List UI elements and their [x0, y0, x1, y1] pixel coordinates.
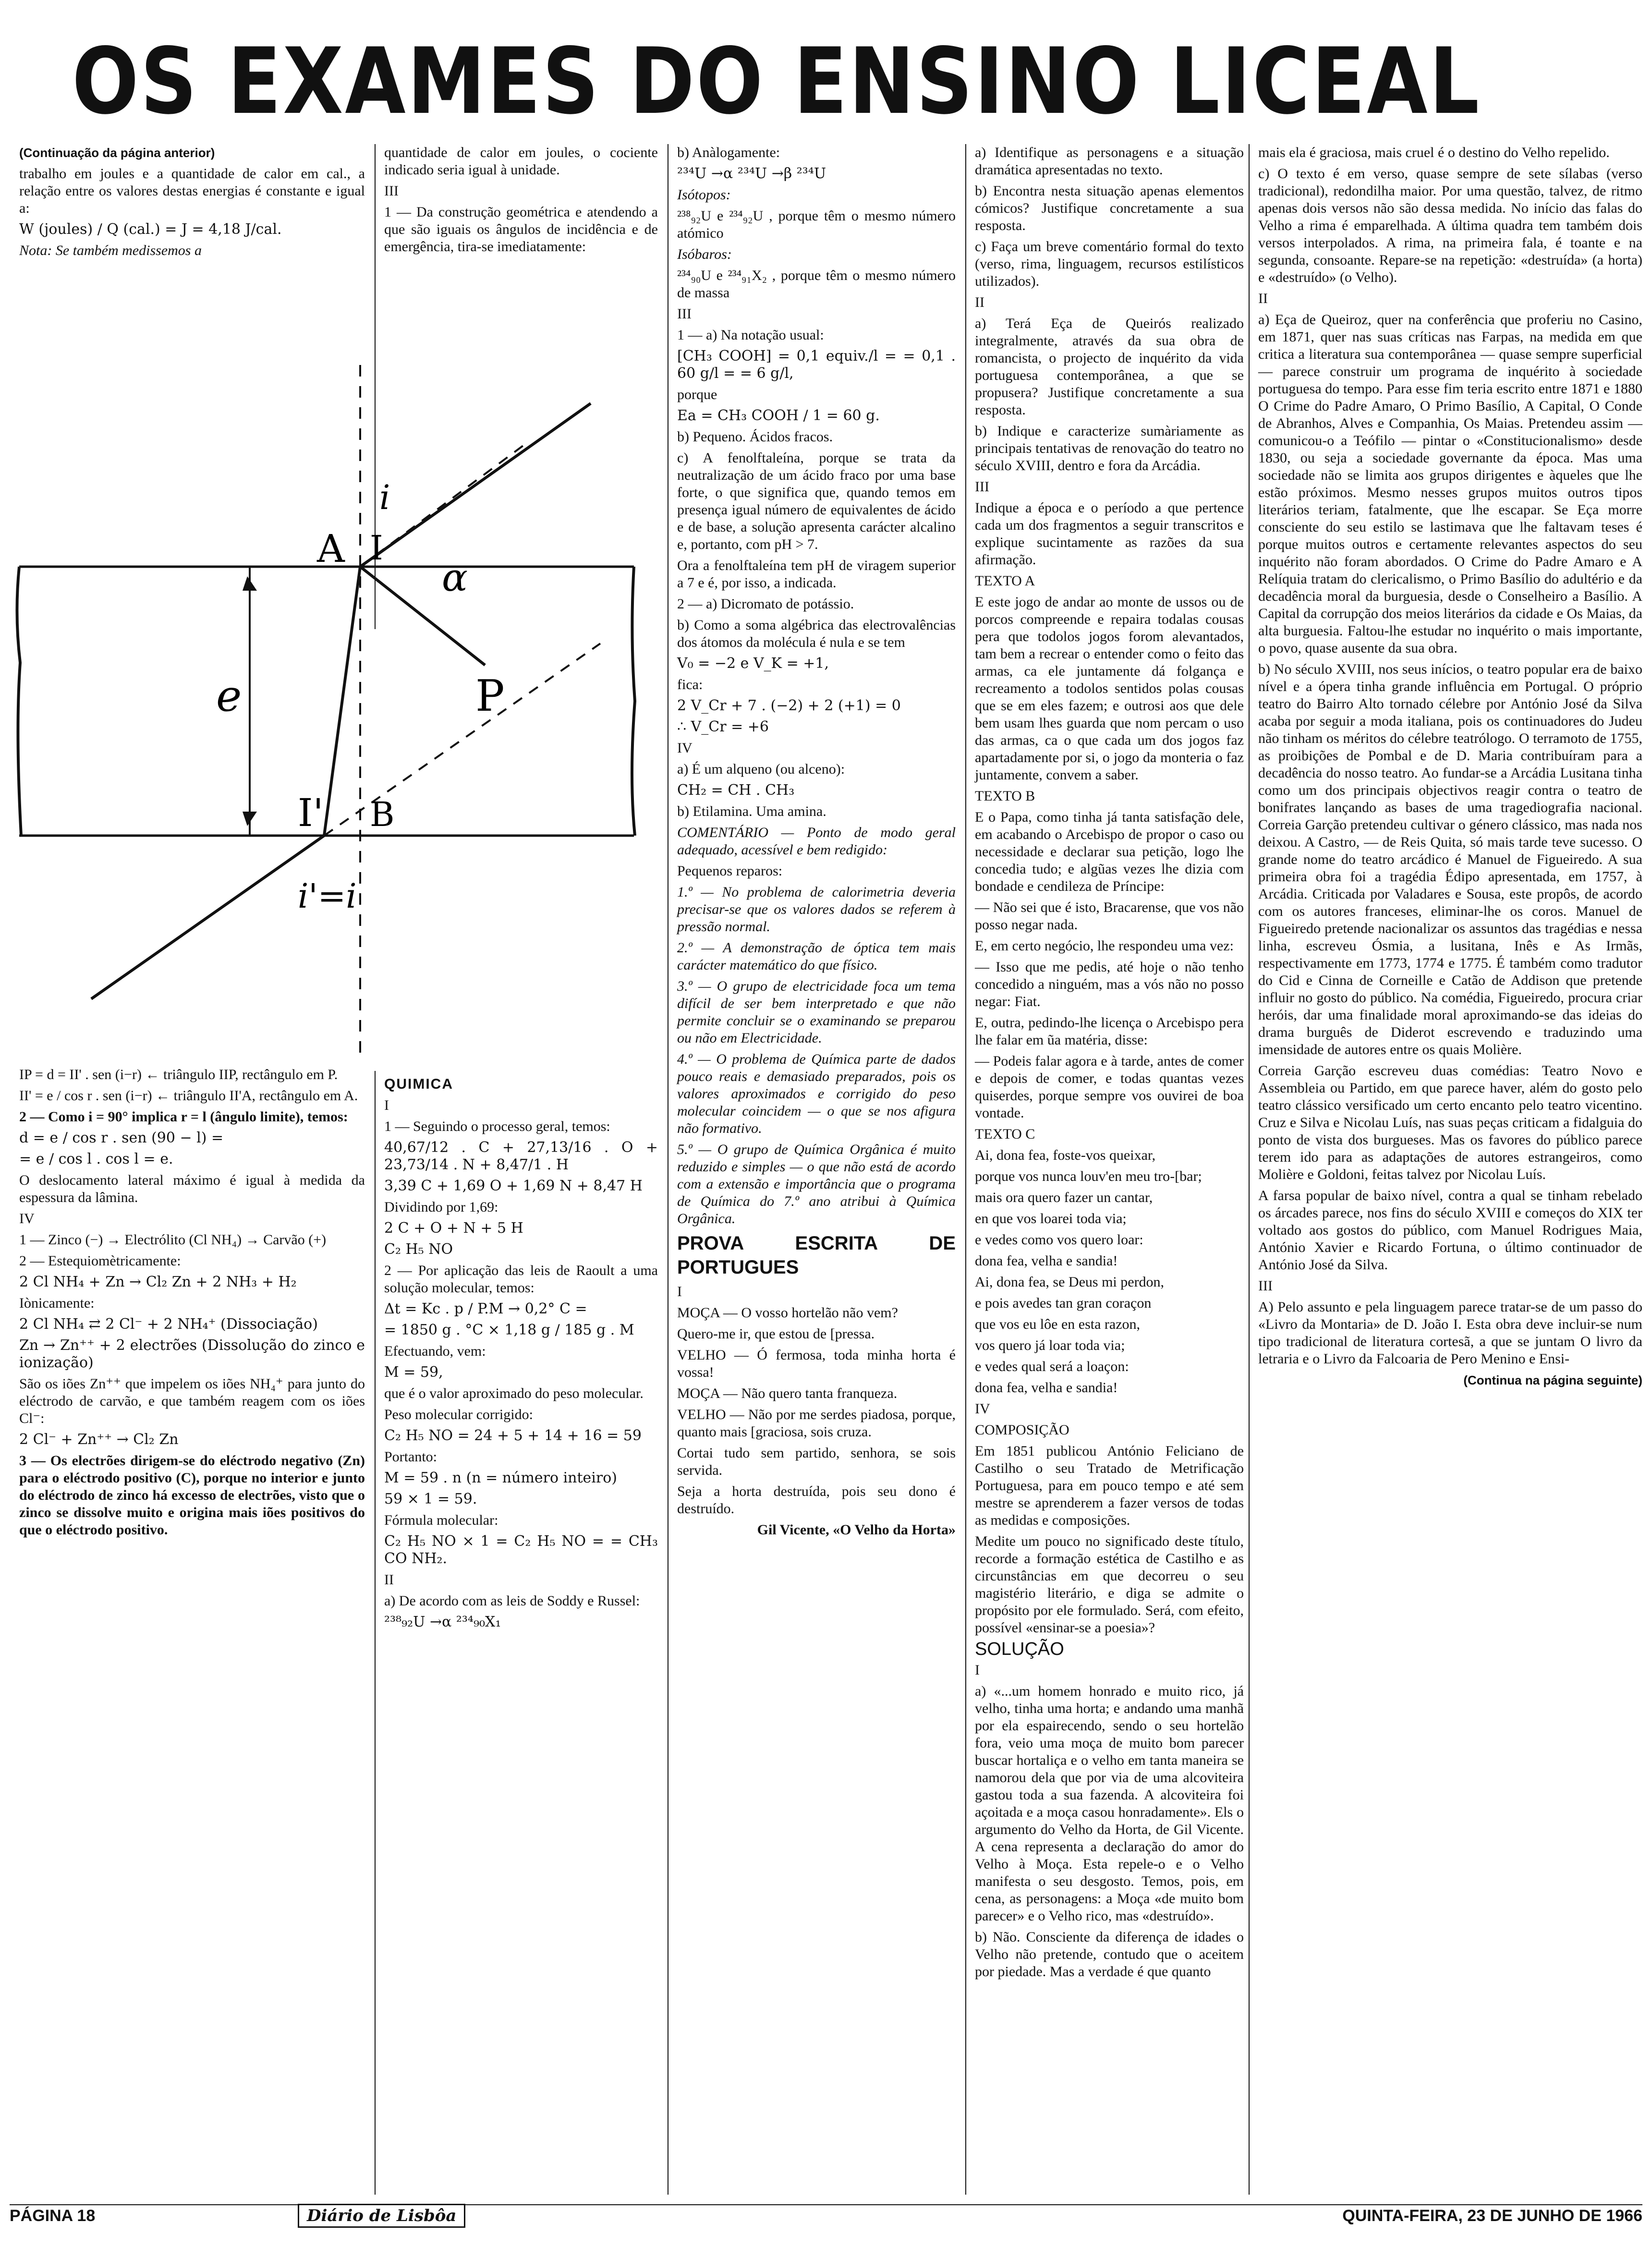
section-number: II: [975, 294, 984, 310]
section-heading: PROVA ESCRITA DE PORTUGUES: [677, 1233, 956, 1278]
formula: 2 Cl⁻ + Zn⁺⁺ → Cl₂ Zn: [19, 1431, 179, 1448]
diagram-label: A: [317, 526, 345, 571]
column-3: [677, 144, 956, 1542]
formula: 40,67/12 . C + 27,13/16 . O + 23,73/14 . N + 8,47/1 . H: [384, 1139, 658, 1173]
formula: [CH₃ COOH] = 0,1 equiv./l = = 0,1 . 60 g/l = = 6 g/l,: [677, 348, 956, 382]
column-5: [1258, 144, 1642, 1393]
formula: 2 Cl NH₄ ⇄ 2 Cl⁻ + 2 NH₄⁺ (Dissociação): [19, 1316, 318, 1333]
formula: C₂ H₅ NO × 1 = C₂ H₅ NO = = CH₃ CO NH₂.: [384, 1533, 658, 1567]
section-number: III: [975, 479, 989, 495]
paragraph: Efectuando, vem:: [384, 1343, 486, 1359]
section-number: IV: [19, 1211, 35, 1227]
paragraph: E o Papa, como tinha já tanta satisfação dele, em acabando o Arcebispo de propor o caso ou necessidade e declarar sua petição, logo lhe concedia tudo; e algũas vezes lhe dizia com bondade e cendileza de Príncipe:: [975, 809, 1244, 894]
diagram-label: i: [379, 478, 390, 517]
formula: C₂ H₅ NO = 24 + 5 + 14 + 16 = 59: [384, 1427, 642, 1444]
section-number: I: [975, 1662, 980, 1678]
section-number: I: [384, 1097, 389, 1113]
section-heading: TEXTO B: [975, 788, 1035, 804]
paragraph: 2 — Como i = 90° implica r = l (ângulo limite), temos:: [19, 1109, 348, 1125]
formula: = 1850 g . °C × 1,18 g / 185 g . M: [384, 1322, 634, 1338]
paragraph: 4.º — O problema de Química parte de dados pouco reais e demasiado preparados, pois os valores aproximados e corrigido do peso molecular coincidem — o que se nos afigura não formativo.: [677, 1051, 956, 1136]
formula: d = e / cos r . sen (90 − l) =: [19, 1130, 224, 1146]
paragraph: quantidade de calor em joules, o cociente indicado seria igual à unidade.: [384, 145, 658, 178]
poem-line: MOÇA — O vosso hortelão não vem?: [677, 1305, 898, 1321]
diagram-label: I': [298, 790, 324, 835]
paragraph: Portanto:: [384, 1449, 437, 1465]
poem-line: e vedes como vos quero loar:: [975, 1232, 1143, 1248]
column-2-lower: [384, 1076, 658, 1635]
poem-line: porque vos nunca louv'en meu tro-[bar;: [975, 1168, 1202, 1184]
headline: OS EXAMES DO ENSINO LICEAL: [72, 28, 1481, 134]
diagram-label: α: [442, 555, 468, 600]
paragraph: b) Indique e caracterize sumàriamente as principais tentativas de renovação do teatro no século XVIII, dentro e fora da Arcádia.: [975, 423, 1244, 474]
diagram-label: i'=i: [298, 876, 357, 916]
date: QUINTA-FEIRA, 23 DE JUNHO DE 1966: [1342, 2207, 1642, 2225]
formula: 3,39 C + 1,69 O + 1,69 N + 8,47 H: [384, 1178, 643, 1194]
formula: W (joules) / Q (cal.) = J = 4,18 J/cal.: [19, 221, 282, 238]
paragraph: 2 — Estequiomètricamente:: [19, 1253, 181, 1269]
paragraph: b) Pequeno. Ácidos fracos.: [677, 429, 833, 445]
paragraph: c) Faça um breve comentário formal do texto (verso, rima, linguagem, recursos estilísticos utilizados).: [975, 239, 1244, 289]
paragraph: c) O texto é em verso, quase sempre de sete sílabas (verso tradicional), redondilha maior. Por uma questão, talvez, de ritmo apenas dois versos não são dessa medida. No início das falas do Velho a rima é emparelhada. A última quadra tem também dois versos interpolados. A rima, na primeira fala, é toante e na segunda, consoante. Repare-se na repetição: «destruída» (a horta) e «destruído» (o Velho).: [1258, 166, 1642, 285]
paragraph: ²³⁸₉₂U e ²³⁴₉₂U , porque têm o mesmo número atómico: [677, 208, 956, 241]
formula: M = 59 . n (n = número inteiro): [384, 1470, 618, 1486]
section-heading: TEXTO C: [975, 1126, 1035, 1142]
poem-line: mais ora quero fazer un cantar,: [975, 1190, 1153, 1205]
column-1-lower: [19, 1066, 365, 1542]
paragraph: a) É um alqueno (ou alceno):: [677, 761, 845, 777]
paragraph: Fórmula molecular:: [384, 1512, 498, 1528]
paragraph: Em 1851 publicou António Feliciano de Castilho o seu Tratado de Metrificação Portuguesa, para em pouco tempo e até sem mestre se aprenderem a fazer versos de todas as medidas e composições.: [975, 1443, 1244, 1528]
paragraph: trabalho em joules e a quantidade de calor em cal., a relação entre os valores destas energias é constante e igual a:: [19, 166, 365, 216]
paragraph: Isóbaros:: [677, 246, 732, 262]
paragraph: A farsa popular de baixo nível, contra a qual se tinham rebelado os árcades parece, nos fins do século XVIII e começos do XIX ter voltado aos gostos do público, com Manuel Rodrigues Maia, António Xavier e Ricardo Fortuna, o último continuador de António José da Silva.: [1258, 1188, 1642, 1273]
paragraph: — Isso que me pedis, até hoje o não tenho concedido a ninguém, mas a vós não no posso negar: Fiat.: [975, 959, 1244, 1009]
column-2: [384, 144, 658, 259]
formula: C₂ H₅ NO: [384, 1241, 453, 1258]
paragraph: Indique a época e o período a que pertence cada um dos fragmentos a seguir transcritos e explique sucintamente as razões da sua afirmação.: [975, 500, 1244, 568]
paragraph: Iònicamente:: [19, 1295, 95, 1311]
paragraph: Correia Garção escreveu duas comédias: Teatro Novo e Assembleia ou Partido, em que parece haver, além do gosto pelo teatro clássico versificado um certo encanto pelo teatro vicentino. Cruz e Silva e Nicolau Luís, nas suas peças criticam a fidalguia do ponto de vista dos burgueses. Mas os favores do público parece terem ido para as adaptações de autores estrangeiros, como Molière e Goldoni, feitas talvez por Nicolau Luís.: [1258, 1063, 1642, 1182]
formula: Zn → Zn⁺⁺ + 2 electrões (Dissolução do zinco e ionização): [19, 1337, 365, 1371]
paragraph: b) Anàlogamente:: [677, 145, 780, 160]
formula: Δt = Kc . p / P.M → 0,2° C =: [384, 1300, 587, 1317]
footer-rule: [10, 2204, 1642, 2205]
diagram-label: I: [370, 528, 383, 568]
paragraph: 1.º — No problema de calorimetria deveria precisar-se que os valores dados se referem à pressão normal.: [677, 884, 956, 935]
column-rule: [1249, 144, 1250, 2195]
paragraph: a) «...um homem honrado e muito rico, já velho, tinha uma horta; e andando uma manhã por ela espairecendo, sendo o seu hortelão fora, veio uma moça de muito bom parecer buscar hortaliça e o velho em tanta maneira se namorou dela que por via de uma alcoviteira gastou toda a sua fazenda. A alcoviteira foi açoitada e a moça casou honradamente». Els o argumento do Velho da Horta, de Gil Vicente. A cena representa a declaração do amor do Velho à Moça. Esta repele-o e o Velho manifesta o seu desgosto. Temos, pois, em cena, as personagens: a Moça «de muito bom parecer» e o Velho rico, mas «destruído».: [975, 1683, 1244, 1924]
paragraph: que é o valor aproximado do peso molecular.: [384, 1385, 644, 1401]
paragraph: mais ela é graciosa, mais cruel é o destino do Velho repelido.: [1258, 145, 1610, 160]
paragraph: b) No século XVIII, nos seus inícios, o teatro popular era de baixo nível e a ópera tinha grande influência em Portugal. O próprio teatro do Bairro Alto tornado célebre por António José da Silva acaba por seguir a moda italiana, pois os continuadores do Judeu não tinham os méritos do célebre teatrólogo. O terramoto de 1755, as proibições de Pombal e de D. Maria contribuíram para a decadência do nosso teatro. Ao fundar-se a Arcádia Lusitana tinha como um dos principais objectivos reagir contra o teatro de bonifrates lançando as bases de uma tragediografia nacional. Correia Garção pretendeu cultivar o género clássico, mas nada nos deixou. A Castro, — de Reis Quita, só mais tarde teve sucesso. O grande nome do teatro arcádico é Manuel de Figueiredo. A sua primeira obra foi a tragédia Édipo apresentada, em 1757, à Arcádia. Criticada por Valadares e Sousa, este propôs, de acordo com os autores franceses, eliminar-lhe os coros. Manuel de Figueiredo pretende nacionalizar os assuntos das tragédias e nessa linha, escreveu Ósmia, a lusitana, Inês e As Irmãs, respectivamente em 1773, 1774 e 1775. É também como tradutor do Cid e Cinna de Corneille e Catão de Addison que pretende influir no gosto do público. Na comédia, Figueiredo, procura criar heróis, dar uma finalidade moral aproximando-se das ideias do drama burguês de Diderot escrevendo e traduzindo uma imensidade de autores entre os quais Molière.: [1258, 661, 1642, 1057]
paragraph: porque: [677, 387, 717, 402]
paragraph: a) Identifique as personagens e a situação dramática apresentadas no texto.: [975, 145, 1244, 178]
section-number: IV: [677, 740, 692, 756]
paragraph: O deslocamento lateral máximo é igual à medida da espessura da lâmina.: [19, 1172, 365, 1205]
section-number: III: [384, 183, 399, 199]
paragraph: b) Como a soma algébrica das electrovalências dos átomos da molécula é nula e se tem: [677, 617, 956, 650]
paragraph: 2 — a) Dicromato de potássio.: [677, 596, 854, 612]
poem-line: Cortai tudo sem partido, senhora, se sois servida.: [677, 1445, 956, 1478]
poem-line: que vos eu lôe en esta razon,: [975, 1316, 1141, 1332]
paragraph: 3.º — O grupo de electricidade foca um tema difícil de ser bem interpretado e que não permite concluir se o examinando se preparou ou não em Electricidade.: [677, 978, 956, 1046]
formula: V₀ = −2 e V_K = +1,: [677, 655, 829, 672]
note: Nota: Se também medissemos a: [19, 243, 202, 258]
paragraph: b) Não. Consciente da diferença de idades o Velho não pretende, contudo que o aceitem por piedade. Mas a verdade é que quanto: [975, 1929, 1244, 1980]
column-rule: [375, 1071, 376, 2195]
newspaper-name: Diário de Lisbôa: [298, 2204, 465, 2228]
poem-line: Ai, dona fea, se Deus mi perdon,: [975, 1274, 1165, 1290]
formula: 2 V_Cr + 7 . (−2) + 2 (+1) = 0: [677, 697, 901, 714]
section-heading: TEXTO A: [975, 573, 1035, 589]
paragraph: 2 — Por aplicação das leis de Raoult a uma solução molecular, temos:: [384, 1263, 658, 1296]
poem-line: Ai, dona fea, foste-vos queixar,: [975, 1147, 1156, 1163]
poem-line: vos quero já loar toda via;: [975, 1337, 1125, 1353]
paragraph: Isótopos:: [677, 187, 731, 203]
paragraph: 1 — Seguindo o processo geral, temos:: [384, 1118, 610, 1134]
section-number: II: [1258, 291, 1268, 306]
paragraph: fica:: [677, 677, 703, 692]
formula: 2 Cl NH₄ + Zn → Cl₂ Zn + 2 NH₃ + H₂: [19, 1274, 297, 1290]
paragraph: IP = d = II' . sen (i−r) ← triângulo IIP, rectângulo em P.: [19, 1067, 338, 1082]
paragraph: 5.º — O grupo de Química Orgânica é muito reduzido e simples — o que não está de acordo com a extensão e importância que o programa de Química do 7.º ano atribui à Química Orgânica.: [677, 1142, 956, 1227]
paragraph: E, em certo negócio, lhe respondeu uma vez:: [975, 938, 1234, 954]
paragraph: a) Eça de Queiroz, quer na conferência que proferiu no Casino, em 1871, quer nas suas críticas nas Farpas, na medida em que critica a literatura sua contemporânea — quase sempre superficial — parece construir um programa de inquérito à sociedade portuguesa do tempo. Para esse fim teria escrito entre 1871 e 1880 O Crime do Padre Amaro, O Primo Basílio, A Capital, O Conde de Abranhos, Alves e Companhia, Os Maias. Pretendeu assim — comunicou-o a Teófilo — pintar o «Constitucionalismo» desde 1830, ou seja a sociedade governante da época. Mas uma sociedade não se limita aos grupos dirigentes e àqueles que lhe estão próximos. Mesmo nesses grupos muitos outros tipos literários teriam, fatalmente, que lhe escapar. Se Eça morre consciente do seu estilo se lastimava que lhe faltavam teses é porque muitos outros e certamente relevantes aspectos do seu inquérito não foram abordados. O Crime do Padre Amaro e A Relíquia tratam do clericalismo, o Primo Basílio do adultério e da decadência moral da burguesia, desde o Conselheiro a Basílio. A Capital da corrupção dos meios literários da cidade e Os Maias, da alta burguesia. Faltou-lhe estudar no inquérito o mais importante, o povo, quase ausente da sua obra.: [1258, 312, 1642, 656]
poem-line: e vedes qual será a loaçon:: [975, 1359, 1129, 1374]
section-number: I: [677, 1284, 682, 1300]
poem-line: dona fea, velha e sandia!: [975, 1253, 1118, 1269]
formula: CH₂ = CH . CH₃: [677, 782, 795, 799]
formula: 59 × 1 = 59.: [384, 1491, 477, 1507]
continuation-note: (Continuação da página anterior): [19, 146, 215, 160]
poem-line: VELHO — Ó fermosa, toda minha horta é vossa!: [677, 1347, 956, 1380]
paragraph: ²³⁴₉₀U e ²³⁴₉₁X₂ , porque têm o mesmo número de massa: [677, 267, 956, 301]
paragraph: b) Etilamina. Uma amina.: [677, 803, 826, 819]
section-number: III: [677, 306, 692, 322]
diagram-label: e: [216, 671, 242, 721]
poem-line: dona fea, velha e sandia!: [975, 1380, 1118, 1396]
column-1: [19, 144, 365, 263]
formula: ²³⁸₉₂U →α ²³⁴₉₀X₁: [384, 1614, 501, 1630]
section-heading: COMPOSIÇÃO: [975, 1422, 1069, 1438]
continuation-note: (Continua na página seguinte): [1463, 1373, 1642, 1387]
paragraph: Peso molecular corrigido:: [384, 1407, 533, 1422]
paragraph: a) De acordo com as leis de Soddy e Russel:: [384, 1593, 640, 1609]
section-number: II: [384, 1572, 394, 1588]
column-rule: [965, 144, 966, 2195]
column-4: [975, 144, 1244, 1984]
footer: [10, 2207, 1642, 2235]
formula: ∴ V_Cr = +6: [677, 718, 769, 735]
poem-line: en que vos loarei toda via;: [975, 1211, 1127, 1227]
paragraph: Ora a fenolftaleína tem pH de viragem superior a 7 e é, por isso, a indicada.: [677, 558, 956, 591]
paragraph: II' = e / cos r . sen (i−r) ← triângulo II'A, rectângulo em A.: [19, 1088, 358, 1104]
poem-line: VELHO — Não por me serdes piadosa, porque, quanto mais [graciosa, sois cruza.: [677, 1407, 956, 1440]
formula: Ea = CH₃ COOH / 1 = 60 g.: [677, 407, 880, 424]
paragraph: 1 — Zinco (−) → Electrólito (Cl NH₄) → Carvão (+): [19, 1232, 327, 1248]
poem-line: MOÇA — Não quero tanta franqueza.: [677, 1385, 898, 1401]
formula: = e / cos l . cos l = e.: [19, 1151, 173, 1167]
paragraph: A) Pelo assunto e pela linguagem parece tratar-se de um passo do «Livro da Montaria» de D. João I. Esta obra deve incluir-se num tipo tradicional de literatura cortesã, a que se juntam O livro da letraria e o Livro da Falcoaria de Pero Menino e Ensi-: [1258, 1299, 1642, 1367]
paragraph: c) A fenolftaleína, porque se trata da neutralização de um ácido fraco por uma base forte, o que significa que, quando temos em presença igual número de equivalentes de ácido e de base, a solução apresenta carácter alcalino e, portanto, com pH > 7.: [677, 450, 956, 552]
paragraph: — Podeis falar agora e à tarde, antes de comer e depois de comer, e todas quantas vezes quiserdes, porque sempre vos ouvirei de boa vontade.: [975, 1053, 1244, 1121]
poem-line: Quero-me ir, que estou de [pressa.: [677, 1326, 875, 1342]
formula: 2 C + O + N + 5 H: [384, 1220, 523, 1237]
paragraph: E, outra, pedindo-lhe licença o Arcebispo pera lhe falar em ũa matéria, disse:: [975, 1015, 1244, 1048]
paragraph: — Não sei que é isto, Bracarense, que vos não posso negar nada.: [975, 899, 1244, 933]
paragraph: b) Encontra nesta situação apenas elementos cómicos? Justifique concretamente a sua resposta.: [975, 183, 1244, 233]
paragraph: E este jogo de andar ao monte de ussos ou de porcos compreende e repaira todalas cousas pera que todolos jogos forom alevantados, tam bem a recrear o entender como o feito das armas, ca ele juntamente dá folgança e recreamento a todolos sentidos polas cousas que se em eles fazem; e outrosi aos que dele bem usam lhes guarda que nom percam o uso das armas, ca o que cada um dos jogos faz apartadamente por si, o jogo da monteria o faz juntamente, convem a saber.: [975, 594, 1244, 783]
formula: ²³⁴U →α ²³⁴U →β ²³⁴U: [677, 165, 826, 182]
poem-line: e pois avedes tan gran coraçon: [975, 1295, 1152, 1311]
paragraph: Pequenos reparos:: [677, 863, 783, 879]
paragraph: 3 — Os electrões dirigem-se do eléctrodo negativo (Zn) para o eléctrodo positivo (C), porque no interior e junto do eléctrodo de zinco há excesso de electrões, visto que o zinco se dissolve muito e origina mais iões positivos do que o eléctrodo positivo.: [19, 1453, 365, 1538]
paragraph: São os iões Zn⁺⁺ que impelem os iões NH₄⁺ para junto do eléctrodo de carvão, e que também reagem com os iões Cl⁻:: [19, 1376, 365, 1426]
paragraph: COMENTÁRIO — Ponto de modo geral adequado, acessível e bem redigido:: [677, 825, 956, 858]
paragraph: 1 — a) Na notação usual:: [677, 327, 824, 343]
paragraph: Dividindo por 1,69:: [384, 1199, 498, 1215]
paragraph: a) Terá Eça de Queirós realizado integralmente, através da sua obra de romancista, o projecto de inquérito da vida portuguesa contemporânea, a que se propusera? Justifique concretamente a sua resposta.: [975, 316, 1244, 418]
paragraph: 2.º — A demonstração de óptica tem mais carácter matemático do que físico.: [677, 940, 956, 973]
section-number: IV: [975, 1401, 990, 1417]
diagram-label: B: [370, 795, 395, 834]
section-number: III: [1258, 1278, 1273, 1294]
poem-credit: Gil Vicente, «O Velho da Horta»: [757, 1522, 956, 1538]
diagram-label: P: [475, 671, 505, 721]
section-heading: QUIMICA: [384, 1076, 453, 1092]
formula: M = 59,: [384, 1364, 443, 1381]
paragraph: 1 — Da construção geométrica e atendendo a que são iguais os ângulos de incidência e de emergência, tira-se imediatamente:: [384, 204, 658, 255]
section-heading: SOLUÇÃO: [975, 1639, 1064, 1659]
page-number: PÁGINA 18: [10, 2207, 96, 2225]
paragraph: Medite um pouco no significado deste título, recorde a formação estética de Castilho e as circunstâncias em que decorreu o seu magistério literário, e diga se admite o propósito por ele formulado. Será, com efeito, possível «ensinar-se a poesia»?: [975, 1533, 1244, 1636]
optics-diagram: [10, 365, 653, 1057]
poem-line: Seja a horta destruída, pois seu dono é destruído.: [677, 1483, 956, 1517]
